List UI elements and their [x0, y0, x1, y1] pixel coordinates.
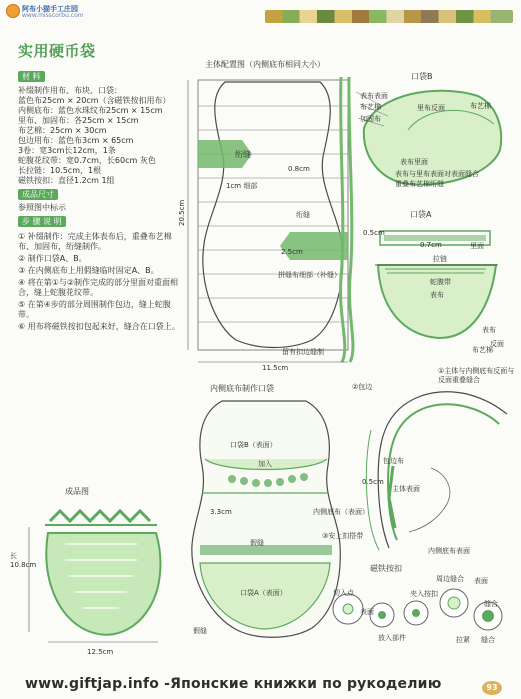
finished-title: 成品图 [65, 487, 89, 496]
pocket-a-label: 0.5cm [363, 229, 385, 237]
pocket-a-label: 0.7cm [420, 241, 442, 249]
finished-diagram [25, 497, 175, 647]
site-name: 阿布小猫手工庄园 [22, 5, 78, 13]
inner-label: 假缝 [193, 627, 207, 635]
binding-label: ②包边 [352, 383, 373, 391]
dim-08: 0.8cm [288, 165, 310, 173]
site-url[interactable]: www.misscorbu.com [22, 12, 84, 19]
pocket-a-label: 布艺棉 [472, 346, 493, 354]
material-line: 内侧底布：蓝色水珠纹布25cm × 15cm [18, 106, 163, 115]
pocket-b-label: 重叠布艺棉绗缝 [395, 180, 444, 188]
step-line: ④ 将在第①与②制作完成的部分里面对重面相合，缝上蛇腹花纹带。 [18, 278, 179, 297]
steps-heading: 步 骤 说 明 [18, 216, 66, 227]
inner-label: 口袋A（表面） [240, 589, 287, 597]
step-line: ⑤ 在第④步的部分周围制作包边，缝上蛇腹带。 [18, 300, 171, 319]
magnet-label: 缝合 [484, 600, 498, 608]
magnet-label: 表面 [474, 577, 488, 585]
material-line: 里布、加固布：各25cm × 15cm [18, 116, 139, 125]
pocket-b-title: 口袋B [411, 72, 433, 81]
footer-text: www.giftjap.info -Японские книжки по рукоделию [25, 676, 442, 692]
dim-1: 1cm 细部 [226, 182, 258, 190]
pocket-b-label: 里布反面 [417, 104, 445, 112]
material-line: 3卷：宽3cm长12cm，1条 [18, 146, 116, 155]
step-line: ⑥ 用布将磁铁按扣包起来好，缝合在口袋上。 [18, 322, 180, 331]
magnet-label: 切入点 [333, 589, 354, 597]
pocket-b-label: 布艺棉 [360, 103, 381, 111]
main-diagram-title: 主体配置图（内侧底布相同大小） [205, 60, 325, 69]
binding-label: ③安上扣搭带 [322, 532, 364, 540]
step-line: ③ 在内侧底布上用假缝临时固定A、B。 [18, 266, 159, 275]
material-line: 长拉链：10.5cm，1根 [18, 166, 102, 175]
material-line: 补缀制作用布、布块、口袋： [18, 86, 122, 95]
pocket-b-label: 表布表面 [360, 92, 388, 100]
magnet-label: 缝合 [481, 636, 495, 644]
magnet-title: 磁铁按扣 [370, 564, 402, 573]
quilting-label: 绗缝 [235, 150, 251, 159]
steps-list [18, 232, 183, 332]
pocket-a-label: 拉链 [433, 255, 447, 263]
pocket-b-label: 表布与里布表面对表面缝合 [395, 170, 479, 178]
binding-label: 内侧底布表面 [428, 547, 470, 555]
pocket-b-label: 加固布 [360, 115, 381, 123]
step-line: ① 补缀制作：完成主体表布后，重叠布艺棉布、加固布，绗缝制作。 [18, 232, 172, 251]
material-line: 布艺棉：25cm × 30cm [18, 126, 107, 135]
magnet-label: 周边缝合 [436, 575, 464, 583]
pocket-a-label: 蛇腹带 [430, 278, 451, 286]
finished-width: 12.5cm [87, 648, 114, 656]
size-heading: 成品尺寸 [18, 189, 58, 200]
pocket-a-label: 里面 [470, 242, 484, 250]
pocket-a-title: 口袋A [410, 210, 432, 219]
dim-25: 2.5cm [281, 248, 303, 256]
magnet-label: 表面 [360, 608, 374, 616]
quilt2-label: 绗缝 [296, 211, 310, 219]
material-line: 磁铁按扣：直径1.2cm 1组 [18, 176, 115, 185]
width-label: 11.5cm [262, 364, 289, 372]
inner-title: 内侧底布制作口袋 [210, 384, 274, 393]
material-line: 蛇腹花纹带：宽0.7cm，长60cm 灰色 [18, 156, 156, 165]
step-line: ② 制作口袋A、B。 [18, 254, 87, 263]
pocket-a-label: 表布 [430, 291, 444, 299]
materials-heading: 材 料 [18, 71, 45, 82]
pocket-b-label: 表布里面 [400, 158, 428, 166]
materials-list [18, 86, 183, 186]
binding-label: ①主体与内侧底布反面与反面重叠缝合 [438, 367, 515, 384]
inner-label: 口袋B（表面） [230, 441, 277, 449]
inner-label: 加入 [258, 460, 272, 468]
site-logo [6, 4, 20, 18]
binding-label: 0.5cm [362, 478, 384, 486]
page-title: 实用硬币袋 [18, 42, 96, 60]
magnet-label: 放入部件 [378, 634, 406, 642]
magnet-diagram [320, 575, 515, 659]
inner-label: 内侧底布（表面） [313, 508, 369, 516]
main-diagram [180, 72, 370, 377]
material-line: 蓝色布25cm × 20cm（含磁铁按扣用布） [18, 96, 171, 105]
binding-diagram [349, 378, 519, 568]
inner-label: 假缝 [250, 539, 264, 547]
pocket-b-label: 布艺棉 [470, 102, 491, 110]
pocket-a-label: 反面 [490, 340, 504, 348]
pocket-a-label: 表布 [482, 326, 496, 334]
material-line: 包边用布：蓝色布3cm × 65cm [18, 136, 134, 145]
page-number: 93 [482, 681, 502, 695]
edge-label: 留有扣边缝制 [282, 348, 324, 356]
decor-strip [265, 10, 513, 23]
binding-label: 包边布 [383, 457, 404, 465]
magnet-label: 拉紧 [456, 636, 470, 644]
stitch-label: 拼缝布细部（补缝） [278, 271, 341, 279]
size-text: 参照图中标示 [18, 203, 66, 212]
binding-label: 主体表面 [392, 485, 420, 493]
inner-label: 3.3cm [210, 508, 232, 516]
magnet-label: 夹入按扣 [410, 590, 438, 598]
finished-height: 长10.8cm [10, 552, 37, 569]
height-label: 20.5cm [178, 199, 186, 226]
